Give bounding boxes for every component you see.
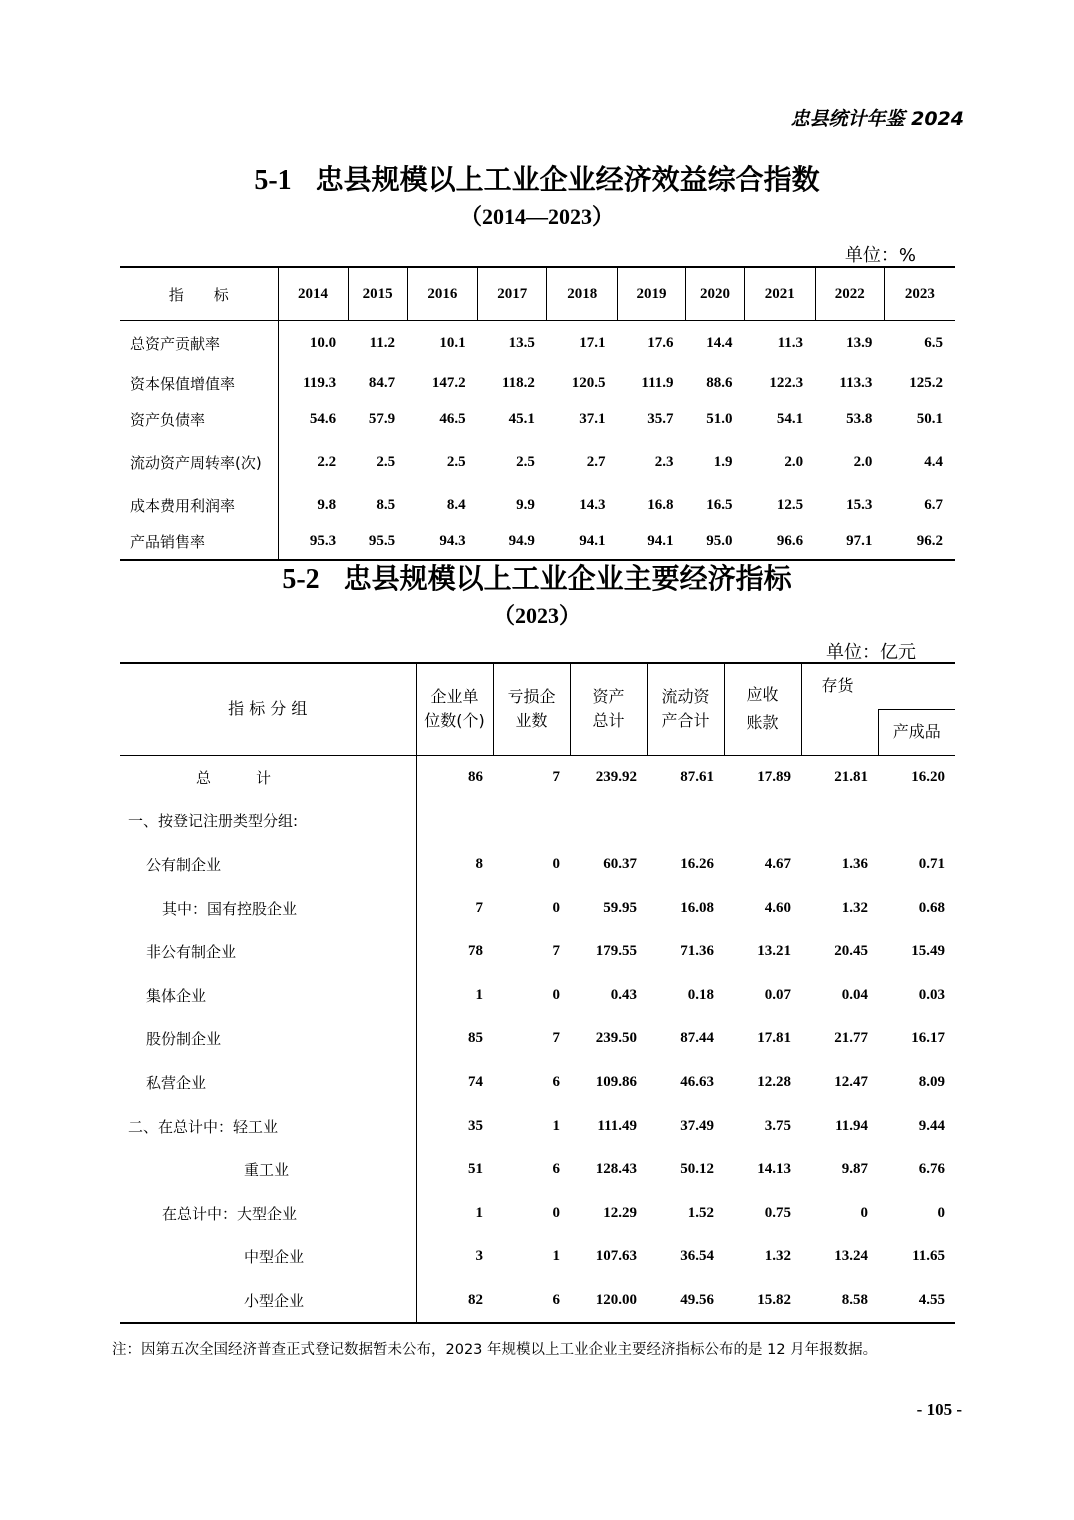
value-cell: 45.1 — [508, 411, 535, 427]
value-cell: 15.3 — [846, 497, 873, 513]
table1-row — [120, 366, 955, 402]
value-cell: 8.09 — [918, 1073, 945, 1090]
row-label: 公有制企业 — [120, 843, 416, 887]
value-cell: 50.1 — [916, 411, 943, 427]
value-cell: 6.5 — [924, 334, 943, 351]
header-line: 亏损企 — [507, 687, 556, 707]
value-cell: 15.49 — [911, 943, 945, 960]
value-cell: 17.89 — [757, 768, 791, 785]
year-header: 2019 — [617, 267, 685, 321]
value-cell: 0.07 — [764, 986, 791, 1003]
row-label: 资本保值增值率 — [120, 366, 278, 402]
value-cell: 0 — [552, 899, 560, 916]
value-cell — [493, 799, 570, 843]
value-cell: 111.49 — [597, 1117, 637, 1134]
value-cell: 0 — [860, 1204, 868, 1221]
value-cell: 8.58 — [841, 1291, 868, 1308]
table1-header-label: 指 标 — [120, 267, 278, 321]
value-cell: 13.5 — [508, 334, 535, 351]
value-cell — [801, 799, 878, 843]
value-cell: 51 — [468, 1161, 483, 1178]
value-cell: 1.36 — [841, 855, 868, 872]
value-cell: 82 — [468, 1291, 483, 1308]
value-cell: 96.6 — [776, 532, 804, 549]
value-cell: 4.60 — [764, 899, 791, 916]
value-cell: 15.82 — [757, 1291, 791, 1308]
footnote: 注：因第五次全国经济普查正式登记数据暂未公布，2023 年规模以上工业企业主要经济指标公布的是 12 月年报数据。 — [112, 1342, 878, 1358]
value-cell: 0.68 — [918, 899, 945, 916]
value-cell: 21.77 — [834, 1030, 868, 1047]
value-cell: 0.71 — [918, 855, 945, 872]
value-cell: 4.55 — [918, 1291, 945, 1308]
row-label: 一、按登记注册类型分组: — [120, 799, 416, 843]
value-cell: 0 — [552, 986, 560, 1003]
value-cell: 1.32 — [841, 899, 868, 916]
value-cell: 1 — [552, 1248, 560, 1265]
value-cell: 6 — [552, 1073, 560, 1090]
table1 — [120, 266, 955, 561]
value-cell: 16.17 — [911, 1030, 945, 1047]
table2-row — [120, 1148, 955, 1192]
value-cell: 147.2 — [431, 375, 466, 391]
table2-title-text: 忠县规模以上工业企业主要经济指标 — [343, 562, 792, 595]
value-cell: 13.9 — [846, 334, 873, 351]
value-cell: 8.5 — [376, 497, 396, 513]
yearbook-header: 忠县统计年鉴 2024 — [790, 108, 964, 130]
value-cell: 59.95 — [603, 899, 637, 916]
value-cell: 6.76 — [918, 1161, 945, 1178]
row-label: 资产负债率 — [120, 402, 278, 438]
value-cell — [416, 799, 493, 843]
table1-unit: 单位：% — [844, 245, 916, 266]
value-cell: 14.3 — [579, 497, 606, 513]
value-cell: 51.0 — [706, 411, 733, 427]
value-cell: 7 — [475, 899, 483, 916]
value-cell: 3 — [475, 1248, 483, 1265]
table1-subtitle: （2014—2023） — [459, 204, 614, 229]
value-cell: 107.63 — [595, 1248, 637, 1265]
value-cell: 12.29 — [603, 1204, 637, 1221]
value-cell: 12.47 — [834, 1073, 868, 1090]
value-cell — [570, 799, 647, 843]
table1-row — [120, 402, 955, 438]
value-cell: 78 — [468, 943, 483, 960]
row-label: 其中：国有控股企业 — [120, 886, 416, 930]
table2-row — [120, 1191, 955, 1235]
value-cell: 0 — [552, 1204, 560, 1221]
table2-subtitle: （2023） — [492, 603, 581, 628]
value-cell: 16.8 — [647, 497, 674, 513]
table2-col-current-assets — [647, 663, 724, 755]
header-line: 应收 — [746, 685, 779, 705]
value-cell: 0.03 — [918, 986, 945, 1003]
value-cell: 10.1 — [439, 334, 466, 351]
value-cell: 179.55 — [595, 943, 637, 960]
table2-row — [120, 843, 955, 887]
value-cell: 1.52 — [687, 1204, 714, 1221]
value-cell: 13.24 — [834, 1248, 868, 1265]
value-cell: 1 — [552, 1117, 560, 1134]
page-number: - 105 - — [916, 1400, 962, 1419]
row-label: 非公有制企业 — [120, 930, 416, 974]
header-line: 产合计 — [661, 711, 710, 731]
table2-row — [120, 755, 955, 799]
value-cell: 94.9 — [508, 532, 535, 549]
value-cell: 60.37 — [603, 855, 637, 872]
value-cell: 94.1 — [647, 532, 674, 549]
value-cell: 120.5 — [571, 375, 606, 391]
row-label: 重工业 — [120, 1148, 416, 1192]
value-cell: 35 — [468, 1117, 483, 1134]
table2-col-assets — [570, 663, 647, 755]
value-cell: 20.45 — [834, 943, 868, 960]
value-cell: 4.67 — [764, 855, 791, 872]
value-cell: 113.3 — [839, 375, 873, 391]
value-cell: 1 — [475, 986, 483, 1003]
value-cell: 97.1 — [846, 532, 873, 549]
value-cell: 84.7 — [368, 375, 396, 391]
value-cell: 0.75 — [764, 1204, 791, 1221]
value-cell: 2.0 — [784, 454, 804, 470]
value-cell: 9.8 — [317, 497, 337, 513]
value-cell: 94.1 — [579, 532, 606, 549]
table1-header-row — [120, 267, 955, 321]
value-cell: 95.3 — [309, 532, 337, 549]
value-cell: 12.28 — [757, 1073, 791, 1090]
value-cell: 2.5 — [446, 454, 466, 470]
table2-number: 5-2 — [282, 564, 320, 595]
value-cell: 16.26 — [680, 855, 714, 872]
row-label: 产品销售率 — [120, 524, 278, 560]
value-cell: 94.3 — [439, 532, 466, 549]
table2-row — [120, 1017, 955, 1061]
value-cell: 49.56 — [680, 1291, 714, 1308]
table2-col-loss — [493, 663, 570, 755]
value-cell: 9.9 — [516, 497, 535, 513]
row-label: 成本费用利润率 — [120, 488, 278, 524]
table1-row — [120, 524, 955, 560]
row-label: 二、在总计中：轻工业 — [120, 1104, 416, 1148]
value-cell: 9.87 — [841, 1161, 868, 1178]
year-header: 2020 — [686, 267, 745, 321]
value-cell: 85 — [468, 1030, 483, 1047]
table2-row — [120, 1279, 955, 1324]
value-cell: 120.00 — [595, 1291, 637, 1308]
value-cell: 239.92 — [595, 768, 637, 785]
value-cell: 11.2 — [369, 334, 396, 351]
value-cell: 11.94 — [835, 1117, 868, 1134]
value-cell: 37.1 — [579, 411, 606, 427]
value-cell: 239.50 — [595, 1030, 637, 1047]
value-cell: 10.0 — [309, 334, 337, 351]
value-cell: 2.5 — [516, 454, 535, 470]
value-cell: 1.32 — [764, 1248, 791, 1265]
table2-row — [120, 1104, 955, 1148]
value-cell: 95.0 — [706, 532, 733, 549]
value-cell: 12.5 — [776, 497, 804, 513]
value-cell: 57.9 — [368, 411, 396, 427]
value-cell: 16.5 — [706, 497, 733, 513]
table2 — [120, 662, 955, 1324]
row-label: 集体企业 — [120, 973, 416, 1017]
value-cell: 4.4 — [924, 454, 943, 470]
value-cell: 3.75 — [764, 1117, 791, 1134]
value-cell: 8.4 — [446, 497, 466, 513]
value-cell: 122.3 — [769, 375, 804, 391]
value-cell: 2.7 — [586, 454, 606, 470]
value-cell: 111.9 — [641, 375, 674, 391]
value-cell: 8 — [475, 855, 483, 872]
value-cell: 119.3 — [303, 375, 337, 391]
year-header: 2015 — [348, 267, 407, 321]
value-cell: 0 — [937, 1204, 945, 1221]
value-cell: 53.8 — [846, 411, 873, 427]
table1-row — [120, 438, 955, 488]
header-line: 资产 — [592, 687, 625, 707]
value-cell: 87.61 — [680, 768, 714, 785]
value-cell: 46.5 — [439, 411, 466, 427]
value-cell: 35.7 — [647, 411, 674, 427]
year-header: 2016 — [407, 267, 478, 321]
value-cell: 21.81 — [834, 768, 868, 785]
value-cell: 2.5 — [376, 454, 396, 470]
value-cell: 11.65 — [912, 1248, 945, 1265]
value-cell: 54.6 — [309, 411, 337, 427]
value-cell: 9.44 — [918, 1117, 945, 1134]
table2-unit: 单位：亿元 — [826, 642, 916, 663]
value-cell: 17.81 — [757, 1030, 791, 1047]
table1-number: 5-1 — [254, 165, 292, 196]
value-cell: 6.7 — [924, 497, 943, 513]
value-cell: 0.43 — [610, 986, 637, 1003]
row-label: 私营企业 — [120, 1061, 416, 1105]
row-label: 总资产贡献率 — [120, 321, 278, 366]
value-cell: 71.36 — [680, 943, 714, 960]
value-cell: 86 — [468, 768, 483, 785]
row-label: 在总计中：大型企业 — [120, 1191, 416, 1235]
row-label: 股份制企业 — [120, 1017, 416, 1061]
value-cell: 128.43 — [595, 1161, 637, 1178]
table1-row — [120, 321, 955, 366]
value-cell: 95.5 — [368, 532, 396, 549]
value-cell: 0 — [552, 855, 560, 872]
year-header: 2018 — [547, 267, 618, 321]
year-header: 2021 — [745, 267, 816, 321]
value-cell: 6 — [552, 1291, 560, 1308]
value-cell: 74 — [468, 1073, 483, 1090]
header-line: 业数 — [515, 711, 548, 731]
value-cell: 7 — [552, 1030, 560, 1047]
table1-title-text: 忠县规模以上工业企业经济效益综合指数 — [315, 163, 820, 196]
value-cell: 16.08 — [680, 899, 714, 916]
value-cell: 0.18 — [687, 986, 714, 1003]
table2-group-header: 指 标 分 组 — [120, 663, 416, 755]
value-cell: 2.0 — [853, 454, 873, 470]
value-cell: 14.13 — [757, 1161, 791, 1178]
table2-col-receivables — [724, 663, 801, 755]
value-cell — [647, 799, 724, 843]
table2-row — [120, 973, 955, 1017]
value-cell: 46.63 — [680, 1073, 714, 1090]
value-cell: 88.6 — [706, 375, 733, 391]
row-label: 总 计 — [120, 755, 416, 799]
header-line: 位数(个) — [424, 711, 485, 731]
table2-row — [120, 799, 955, 843]
value-cell: 14.4 — [706, 334, 733, 351]
value-cell: 7 — [552, 943, 560, 960]
value-cell: 11.3 — [777, 334, 804, 351]
table2-col-finished-goods: 产成品 — [878, 709, 955, 755]
value-cell: 2.2 — [317, 454, 337, 470]
value-cell: 1 — [475, 1204, 483, 1221]
value-cell: 87.44 — [680, 1030, 714, 1047]
value-cell: 17.1 — [579, 334, 606, 351]
row-label: 中型企业 — [120, 1235, 416, 1279]
value-cell: 109.86 — [595, 1073, 637, 1090]
table2-col-enterprises — [416, 663, 493, 755]
value-cell: 0.04 — [841, 986, 868, 1003]
value-cell: 96.2 — [916, 532, 943, 549]
value-cell: 54.1 — [776, 411, 804, 427]
value-cell — [878, 799, 955, 843]
header-line: 流动资 — [661, 687, 710, 707]
value-cell: 125.2 — [909, 375, 943, 391]
year-header: 2014 — [278, 267, 348, 321]
header-line: 总计 — [592, 711, 625, 731]
row-label: 流动资产周转率(次) — [120, 438, 278, 488]
table2-col-inventory: 存货 — [801, 663, 955, 709]
year-header: 2023 — [884, 267, 955, 321]
table2-row — [120, 886, 955, 930]
value-cell: 7 — [552, 768, 560, 785]
value-cell: 6 — [552, 1161, 560, 1178]
value-cell: 1.9 — [713, 454, 733, 470]
value-cell: 118.2 — [501, 375, 535, 391]
table2-row — [120, 1235, 955, 1279]
table2-row — [120, 930, 955, 974]
value-cell: 13.21 — [757, 943, 791, 960]
table2-title — [0, 557, 1074, 597]
header-line: 账款 — [746, 713, 779, 733]
value-cell — [724, 799, 801, 843]
row-label: 小型企业 — [120, 1279, 416, 1324]
value-cell: 2.3 — [654, 454, 674, 470]
value-cell: 17.6 — [647, 334, 674, 351]
table2-row — [120, 1061, 955, 1105]
value-cell: 16.20 — [911, 768, 945, 785]
table1-title — [0, 158, 1074, 198]
year-header: 2022 — [815, 267, 884, 321]
value-cell: 36.54 — [680, 1248, 714, 1265]
table1-row — [120, 488, 955, 524]
year-header: 2017 — [478, 267, 547, 321]
header-line: 企业单 — [430, 687, 479, 707]
value-cell: 50.12 — [680, 1161, 714, 1178]
value-cell: 37.49 — [680, 1117, 714, 1134]
